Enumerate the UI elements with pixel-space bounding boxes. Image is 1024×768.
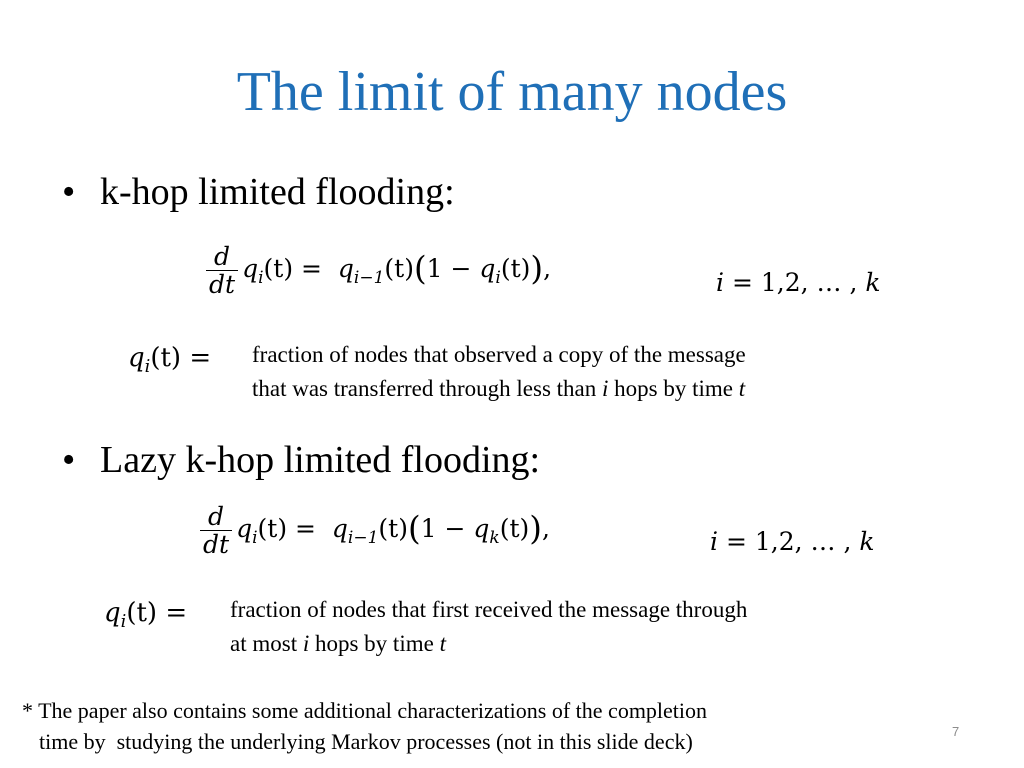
- equation-k-hop: $\frac{d}{dt}$ $q_i(t) = q_{i-1}(t)(1 - q_i(t))$,: [206, 243, 551, 298]
- definition-lhs: $q_i(t)$ =: [104, 598, 188, 633]
- page-number: 7: [952, 724, 960, 739]
- footnote: * The paper also contains some additional characterizations of the completion time by studying the underlying Markov processes (not in this slide deck): [22, 698, 708, 754]
- index-range: i = 1,2, … , k: [716, 268, 881, 297]
- bullet-lazy-k-hop-flooding: [62, 438, 540, 484]
- derivative-fraction: $\frac{d}{dt}$: [200, 503, 232, 558]
- slide-title: The limit of many nodes: [236, 61, 788, 123]
- derivative-fraction: $\frac{d}{dt}$: [206, 243, 238, 298]
- definition-text: fraction of nodes that observed a copy of the message that was transferred through less than i hops by time t: [252, 342, 746, 401]
- equation-lazy-k-hop: $\frac{d}{dt}$ $q_i(t) = q_{i-1}(t)(1 - q_k(t))$,: [200, 503, 550, 558]
- definition-lhs: $q_i(t)$ =: [128, 343, 212, 378]
- bullet-k-hop-flooding: [62, 170, 455, 216]
- bullet-icon: •: [62, 171, 76, 213]
- index-range: i = 1,2, … , k: [710, 527, 875, 556]
- bullet-label: k-hop limited flooding:: [100, 171, 455, 213]
- definition-text: fraction of nodes that first received the message through at most i hops by time t: [230, 597, 748, 656]
- bullet-icon: •: [62, 439, 76, 481]
- bullet-label: Lazy k-hop limited flooding:: [100, 439, 541, 481]
